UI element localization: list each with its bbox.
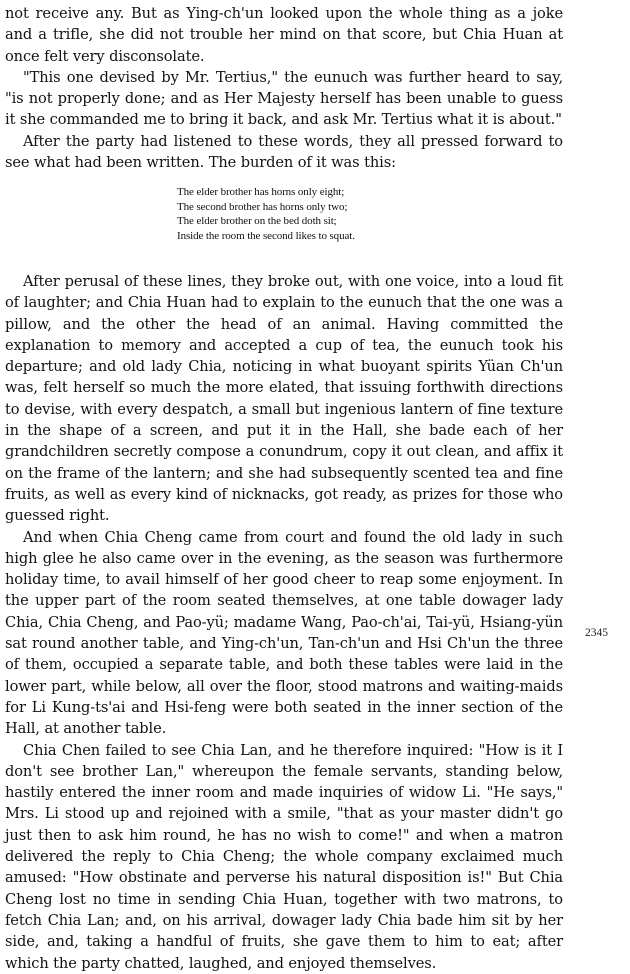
paragraph: Chia Chen failed to see Chia Lan, and he therefore inquired: "How is it I don't see brother Lan," whereupon the female servants, standing below, hastily entered the inner room and made inquiries of widow Li. "He says," Mrs. Li stood up and rejoined with a smile, "that as your master didn't go just then to ask him round, he has no wish to come!" and when a matron delivered the reply to Chia Cheng; the whole company exclaimed much amused: "How obstinate and perverse his natural disposition is!" But Chia Cheng lost no time in sending Chia Huan, together with two matrons, to fetch Chia Lan; and, on his arrival, dowager lady Chia bade him sit by her side, and, taking a handful of fruits, she gave them to him to eat; after which the party chatted, laughed, and enjoyed themselves. [5,741,563,972]
verse-line: The elder brother on the bed doth sit; [177,215,337,228]
paragraph: And when Chia Cheng came from court and found the old lady in such high glee he also came over in the evening, as the season was furthermore holiday time, to avail himself of her good cheer to reap some enjoyment. In the upper part of the room seated themselves, at one table dowager lady Chia, Chia Cheng, and Pao-yü; madame Wang, Pao-ch'ai, Tai-yü, Hsiang-yün sat round another table, and Ying-ch'un, Tan-ch'un and Hsi Ch'un the three of them, occupied a separate table, and both these tables were laid in the lower part, while below, all over the floor, stood matrons and waiting-maids for Li Kung-ts'ai and Hsi-feng were both seated in the inner section of the Hall, at another table. [5,528,563,738]
paragraph: After perusal of these lines, they broke out, with one voice, into a loud fit of laughter; and Chia Huan had to explain to the eunuch that the one was a pillow, and the other the head of an animal. Having committed the explanation to memory and accepted a cup of tea, the eunuch took his departure; and old lady Chia, noticing in what buoyant spirits Yüan Ch'un was, felt herself so much the more elated, that issuing forthwith directions to devise, with every despatch, a small but ingenious lantern of fine texture in the shape of a screen, and put it in the Hall, she bade each of her grandchildren secretly compose a conundrum, copy it out clean, and affix it on the frame of the lantern; and she had subsequently scented tea and fine fruits, as well as every kind of nicknacks, got ready, as prizes for those who guessed right. [5,273,563,525]
paragraph: not receive any. But as Ying-ch'un looked upon the whole thing as a joke and a trifle, she did not trouble her mind on that score, but Chia Huan at once felt very disconsolate. [5,5,563,65]
verse-line: The second brother has horns only two; [177,200,348,213]
body-text [5,3,563,974]
riddle-verse [177,185,563,243]
paragraph: After the party had listened to these words, they all pressed forward to see what had been written. The burden of it was this: [5,132,563,172]
verse-line: The elder brother has horns only eight; [177,186,345,199]
paragraph: "This one devised by Mr. Tertius," the eunuch was further heard to say, "is not properly done; and as Her Majesty herself has been unable to guess it she commanded me to bring it back, and ask Mr. Tertius what it is about." [5,68,563,129]
page-number: 2345 [585,627,608,639]
verse-line: Inside the room the second likes to squat. [177,229,355,242]
